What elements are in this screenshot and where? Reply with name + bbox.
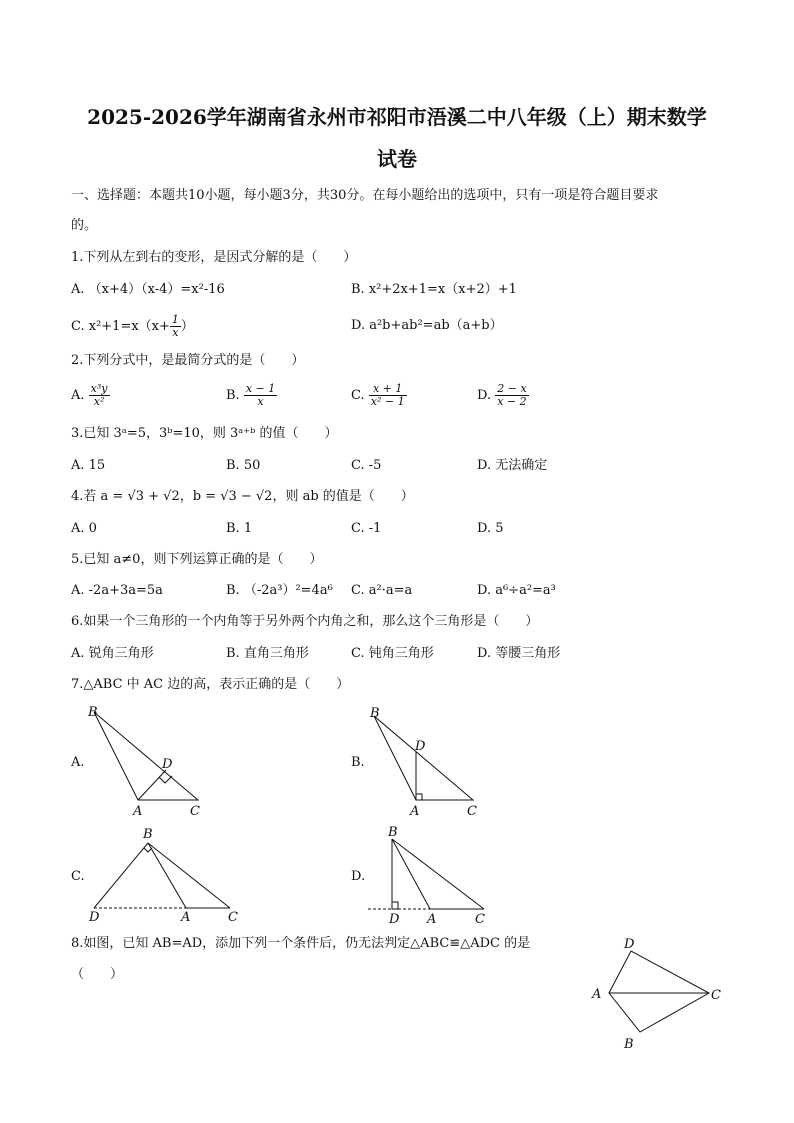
q7-stem: 7.△ABC 中 AC 边的高，表示正确的是（ ） [71,677,350,692]
q2-a-denominator: x² [93,395,105,408]
right-angle-mark [159,776,172,783]
q7-figure-a [80,700,220,820]
q2-option-a [71,381,110,411]
side-ab [148,843,186,908]
q2-d-label: D. [477,388,492,403]
q2-b-fraction [244,383,277,408]
label-a: A [410,804,420,819]
label-a: A [592,987,602,1002]
q5-option-d: D. a⁶÷a²=a³ [477,583,556,598]
label-b: B [370,706,380,721]
q7-figure-c [80,823,250,925]
q2-option-d [477,381,529,411]
q2-d-fraction [495,383,528,408]
q2-d-numerator: 2 − x [497,382,527,395]
q3-option-a: A. 15 [71,458,106,473]
label-d: D [89,910,100,925]
q1-option-c [71,313,194,341]
q1-option-b: B. x²+2x+1=x（x+2）+1 [351,282,517,297]
label-b: B [143,827,153,842]
side-bc [392,839,484,909]
q2-a-label: A. [71,388,85,403]
right-angle-mark [144,848,152,852]
q1-c-denominator: x [172,326,179,339]
q2-a-fraction [89,383,110,408]
side-bc [148,843,230,908]
altitude-line [138,770,166,800]
label-a: A [133,804,143,819]
section-header: 一、选择题：本题共10小题，每小题3分，共30分。在每小题给出的选项中，只有一项是符合题目要求 [71,188,659,203]
q1-option-d: D. a²b+ab²=ab（a+b） [351,318,503,333]
q6-option-d: D. 等腰三角形 [477,646,561,661]
q4-option-a: A. 0 [71,521,97,536]
triangle-abc [94,712,198,800]
q5-stem: 5.已知 a≠0，则下列运算正确的是（ ） [71,552,323,567]
q2-c-numerator: x + 1 [369,383,407,396]
label-c: C [475,912,485,925]
q6-option-c: C. 钝角三角形 [351,646,434,661]
q6-option-a: A. 锐角三角形 [71,646,154,661]
label-c: C [711,988,721,1003]
q5-option-a: A. -2a+3a=5a [71,583,163,598]
q3-option-d: D. 无法确定 [477,458,548,473]
triangle-abc [374,716,473,800]
q7-figure-b [360,700,490,820]
q2-stem: 2.下列分式中，是最简分式的是（ ） [71,353,305,368]
right-angle-mark [392,902,398,909]
q4-option-c: C. -1 [351,521,382,536]
label-a: A [427,912,437,925]
q7-option-b-label: B. [351,755,365,770]
q3-stem: 3.已知 3ᵃ=5，3ᵇ=10，则 3ᵃ⁺ᵇ 的值（ ） [71,426,338,441]
q4-option-d: D. 5 [477,521,504,536]
q8-stem: 8.如图，已知 AB=AD，添加下列一个条件后，仍无法判定△ABC≌△ADC 的是 [71,936,531,951]
q8-paren: （ ） [71,967,124,982]
q5-option-c: C. a²·a=a [351,583,413,598]
label-d: D [389,912,400,925]
exam-title-line2: 试卷 [377,147,417,171]
label-b: B [388,825,398,840]
q2-b-numerator: x − 1 [245,382,276,395]
right-angle-mark [416,794,422,800]
q7-option-d-label: D. [351,869,366,884]
label-d: D [624,937,635,952]
label-c: C [228,910,238,925]
q1-c-numerator: 1 [171,313,179,326]
q1-stem: 1.下列从左到右的变形，是因式分解的是（ ） [71,250,357,265]
side-ab [392,839,430,909]
label-c: C [190,804,200,819]
q1-option-c-post: ） [180,319,194,334]
q3-option-c: C. -5 [351,458,382,473]
q6-stem: 6.如果一个三角形的一个内角等于另外两个内角之和，那么这个三角形是（ ） [71,614,539,629]
label-b: B [624,1037,634,1052]
q4-stem: 4.若 a = √3 + √2，b = √3 − √2，则 ab 的值是（ ） [71,489,414,504]
q2-option-b [226,381,277,411]
label-c: C [467,804,477,819]
q2-c-denominator: x² − 1 [370,395,405,408]
q2-d-denominator: x − 2 [497,395,527,408]
q6-option-b: B. 直角三角形 [226,646,309,661]
label-d: D [415,739,426,754]
q7-option-a-label: A. [71,755,85,770]
q1-option-a: A. （x+4）（x-4）=x²-16 [71,282,225,297]
q1-option-c-pre: C. x²+1=x（x+ [71,319,170,334]
q5-option-b: B. （-2a³）²=4a⁶ [226,583,333,598]
q8-figure [588,932,728,1054]
q4-option-b: B. 1 [226,521,253,536]
label-d: D [162,757,173,772]
label-b: B [88,705,98,720]
q2-b-denominator: x [257,395,264,408]
q2-c-label: C. [351,388,365,403]
q2-option-c [351,381,407,411]
q2-b-label: B. [226,388,240,403]
altitude-line [94,843,148,908]
q3-option-b: B. 50 [226,458,261,473]
q7-option-c-label: C. [71,869,85,884]
q2-c-fraction [369,383,407,408]
quadrilateral-abcd [609,951,709,1032]
section-header-cont: 的。 [71,218,98,233]
q1-option-c-fraction [170,314,181,339]
q7-figure-d [360,823,500,925]
exam-title-line1: 2025-2026学年湖南省永州市祁阳市浯溪二中八年级（上）期末数学 [87,105,707,129]
label-a: A [181,910,191,925]
q2-a-numerator: x³y [90,382,108,395]
